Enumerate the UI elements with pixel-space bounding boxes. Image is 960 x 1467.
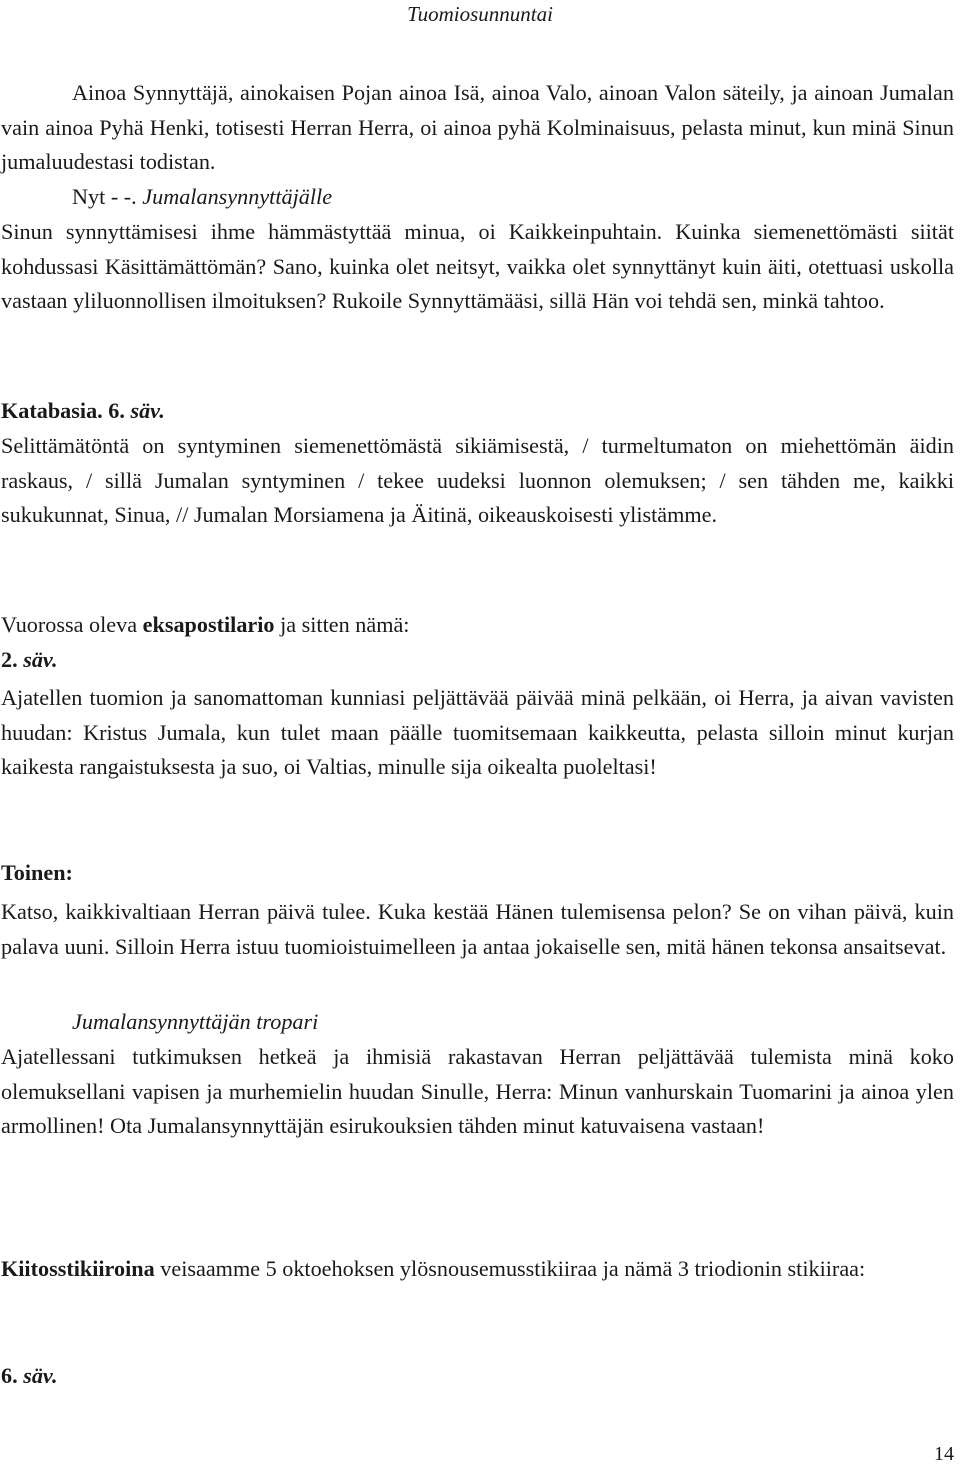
tropari-text: Ajatellessani tutkimuksen hetkeä ja ihmisiä rakastavan Herran peljättävää tulemista minä koko olemuksellani vapisen ja murhemielin huudan Sinulle, Herra: Minun vanhurskain Tuomarini ja ainoa ylen armollinen! Ota Jumalansynnyttäjän esirukouksien tähden minut katuvaisena vastaan!: [1, 1044, 954, 1139]
final-tone-label: säv.: [23, 1363, 58, 1388]
toinen-heading: Toinen:: [1, 860, 73, 885]
theotokion-title: Jumalansynnyttäjälle: [142, 184, 333, 209]
tropari-title: Jumalansynnyttäjän tropari: [72, 1009, 319, 1034]
exapostilarion-intro: [1, 608, 954, 643]
exapostilarion-tone: [1, 643, 954, 678]
toinen-text: Katso, kaikkivaltiaan Herran päivä tulee. Kuka kestää Hänen tulemisensa pelon? Se on vihan päivä, kuin palava uuni. Silloin Herra istuu tuomioistuimelleen ja antaa jokaiselle sen, mitä hänen tekonsa ansaitsevat.: [1, 899, 954, 959]
katabasia-tone: säv.: [130, 398, 165, 423]
intro-paragraph: Ainoa Synnyttäjä, ainokaisen Pojan ainoa Isä, ainoa Valo, ainoan Valon säteily, ja ainoan Jumalan vain ainoa Pyhä Henki, totisesti Herran Herra, oi ainoa pyhä Kolminaisuus, pelasta minut, kun minä Sinun jumaluudestasi todistan.: [1, 80, 954, 175]
running-header: Tuomiosunnuntai: [407, 2, 553, 26]
exapostilarion-intro-before: Vuorossa oleva: [1, 612, 138, 637]
nyt-line: [1, 180, 954, 215]
final-tone-number: 6.: [1, 1363, 18, 1388]
exapostilarion-intro-after: ja sitten nämä:: [280, 612, 410, 637]
kiitos-text: veisaamme 5 oktoehoksen ylösnousemusstikiiraa ja nämä 3 triodionin stikiiraa:: [160, 1256, 866, 1281]
katabasia-label: Katabasia. 6.: [1, 398, 125, 423]
nyt-marker: Nyt - -.: [72, 184, 137, 209]
exapostilarion-text: Ajatellen tuomion ja sanomattoman kunniasi peljättävää päivää minä pelkään, oi Herra, ja aivan vavisten huudan: Kristus Jumala, kun tulet maan päälle tuomitsemaan kaikkeutta, pelasta silloin minut kurjan kaikesta rangaistuksesta ja suo, oi Valtias, minulle sija oikealta puoleltasi!: [1, 685, 954, 780]
kiitos-paragraph: [1, 1252, 954, 1287]
page-number: 14: [934, 1443, 954, 1465]
exapostilarion-tone-label: säv.: [23, 647, 58, 672]
katabasia-heading: [1, 394, 954, 429]
katabasia-text: Selittämätöntä on syntyminen siemenettömästä sikiämisestä, / turmeltumaton on miehettömän äidin raskaus, / sillä Jumalan syntyminen / tekee uudeksi luonnon olemuksen; / sen tähden me, kaikki sukukunnat, Sinua, // Jumalan Morsiamena ja Äitinä, oikeauskoisesti ylistämme.: [1, 433, 954, 528]
theotokion-paragraph: Sinun synnyttämisesi ihme hämmästyttää minua, oi Kaikkeinpuhtain. Kuinka siemenettömästi siität kohdussasi Käsittämättömän? Sano, kuinka olet neitsyt, vaikka olet synnyttänyt kuin äiti, otettuasi uskolla vastaan yliluonnollisen ilmoituksen? Rukoile Synnyttämääsi, sillä Hän voi tehdä sen, minkä tahtoo.: [1, 219, 954, 314]
exapostilarion-label: eksapostilario: [142, 612, 275, 637]
exapostilarion-tone-number: 2.: [1, 647, 18, 672]
final-tone: [1, 1359, 954, 1394]
kiitos-label: Kiitosstikiiroina: [1, 1256, 155, 1281]
